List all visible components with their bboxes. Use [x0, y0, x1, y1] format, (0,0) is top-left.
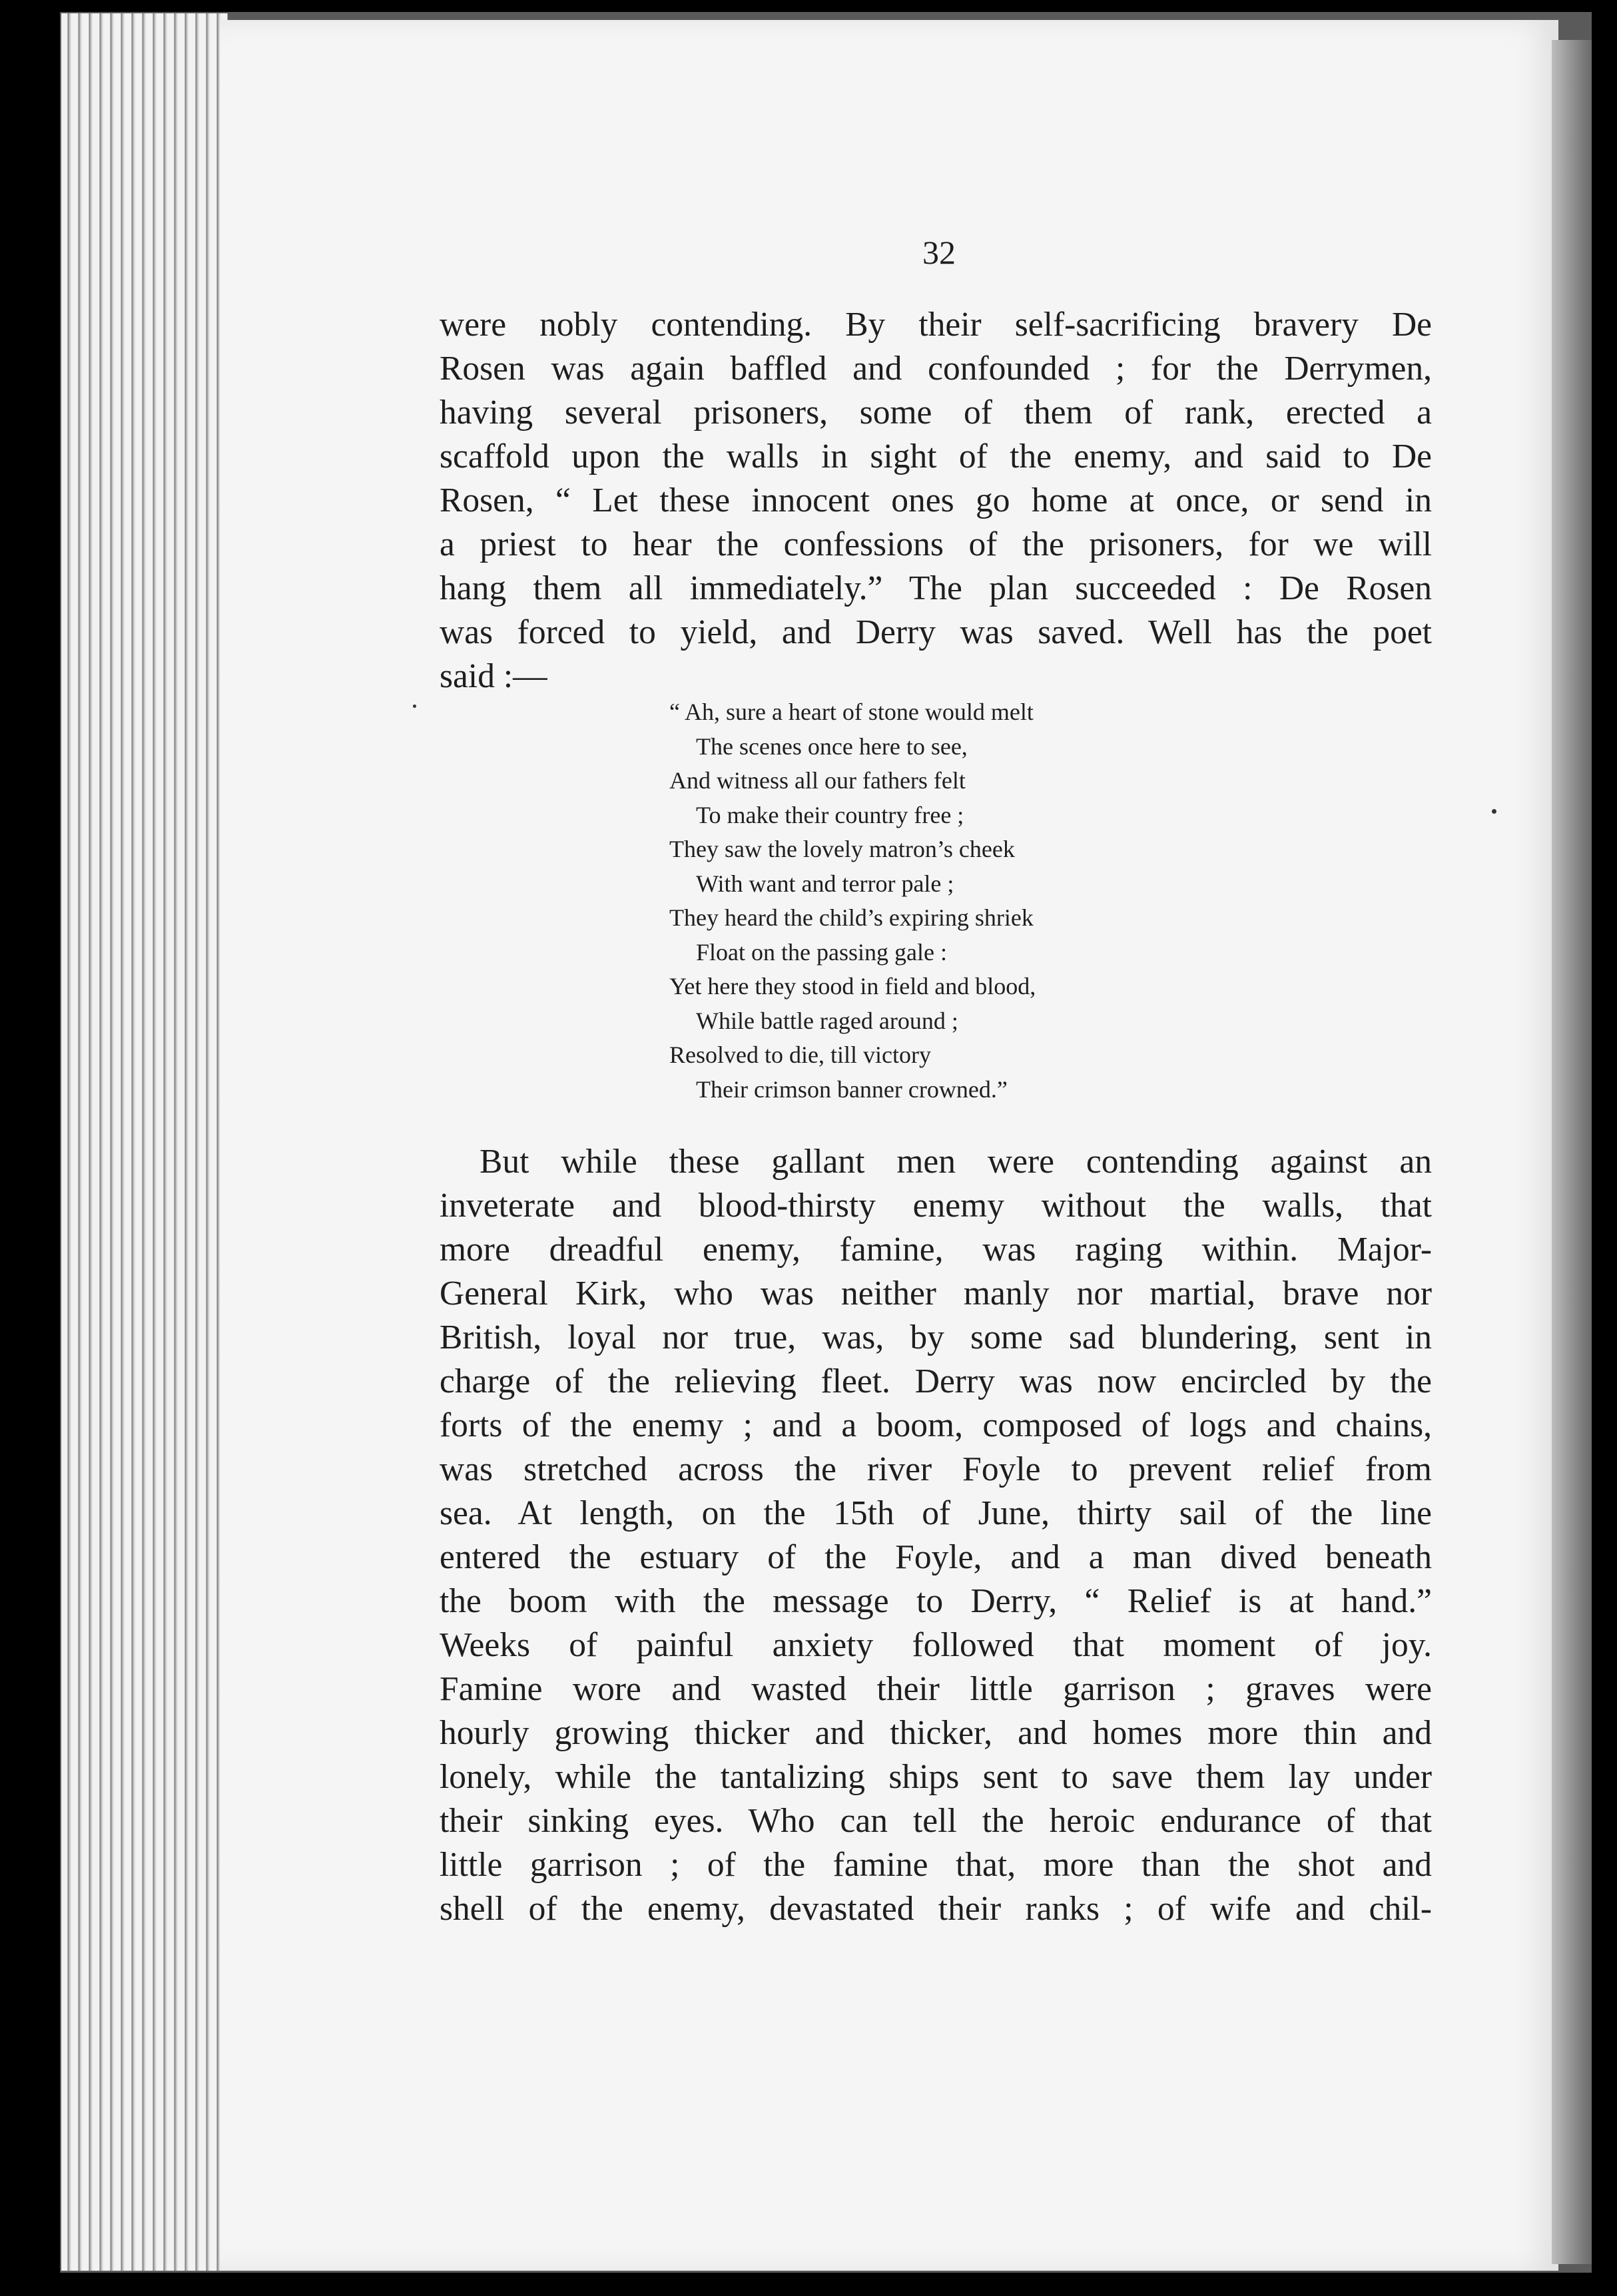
text-line: Famine wore and wasted their little garrison ; graves were: [440, 1670, 1432, 1708]
poem-line: To make their country free ;: [696, 801, 964, 828]
poem: [669, 695, 1269, 1107]
text-line: scaffold upon the walls in sight of the enemy, and said to De: [440, 437, 1432, 475]
text-line: sea. At length, on the 15th of June, thirty sail of the line: [440, 1494, 1432, 1532]
paper-speck: [413, 705, 416, 708]
poem-line: The scenes once here to see,: [696, 732, 968, 760]
text-line: entered the estuary of the Foyle, and a man dived beneath: [440, 1538, 1432, 1576]
text-line: inveterate and blood-thirsty enemy without the walls, that: [440, 1187, 1432, 1225]
text-line: Rosen was again baffled and confounded ; for the Derrymen,: [440, 350, 1432, 388]
poem-line: Resolved to die, till victory: [669, 1041, 931, 1068]
text-line: was forced to yield, and Derry was saved. Well has the poet: [440, 613, 1432, 651]
text-line: more dreadful enemy, famine, was raging within. Major-: [440, 1231, 1432, 1269]
text-line: the boom with the message to Derry, “ Relief is at hand.”: [440, 1582, 1432, 1620]
text-line: having several prisoners, some of them of rank, erected a: [440, 394, 1432, 431]
page-number: 32: [922, 234, 956, 271]
text-line: forts of the enemy ; and a boom, composed of logs and chains,: [440, 1406, 1432, 1444]
text-line: their sinking eyes. Who can tell the heroic endurance of that: [440, 1802, 1432, 1840]
text-line: was stretched across the river Foyle to prevent relief from: [440, 1450, 1432, 1488]
poem-line: Yet here they stood in field and blood,: [669, 973, 1036, 1000]
text-line: Weeks of painful anxiety followed that moment of joy.: [440, 1626, 1432, 1664]
poem-line: With want and terror pale ;: [696, 870, 954, 897]
text-line: shell of the enemy, devastated their ranks ; of wife and chil-: [440, 1890, 1432, 1928]
text-line: charge of the relieving fleet. Derry was now encircled by the: [440, 1362, 1432, 1400]
text-line: lonely, while the tantalizing ships sent to save them lay under: [440, 1758, 1432, 1796]
poem-line: They saw the lovely matron’s cheek: [669, 836, 1015, 862]
paper-speck: [1492, 809, 1496, 814]
text-line: General Kirk, who was neither manly nor martial, brave nor: [440, 1275, 1432, 1312]
text-line: were nobly contending. By their self-sacrificing bravery De: [440, 306, 1432, 344]
text-line: a priest to hear the confessions of the prisoners, for we will: [440, 525, 1432, 563]
text-line: hang them all immediately.” The plan succeeded : De Rosen: [440, 569, 1432, 607]
poem-line: “ Ah, sure a heart of stone would melt: [669, 699, 1034, 725]
spine-shadow: [1552, 40, 1592, 2264]
poem-line: They heard the child’s expiring shriek: [669, 904, 1034, 931]
poem-line: Float on the passing gale :: [696, 938, 947, 966]
page-edges: [61, 13, 228, 2271]
poem-line: And witness all our fathers felt: [669, 767, 966, 794]
text-line: But while these gallant men were contending against an: [480, 1143, 1432, 1181]
poem-line: Their crimson banner crowned.”: [696, 1075, 1008, 1103]
paragraph-1: [440, 303, 1432, 699]
text-line: Rosen, “ Let these innocent ones go home at once, or send in: [440, 481, 1432, 519]
text-line: little garrison ; of the famine that, more than the shot and: [440, 1846, 1432, 1884]
text-line: hourly growing thicker and thicker, and homes more thin and: [440, 1714, 1432, 1752]
paragraph-2: [440, 1140, 1432, 1931]
text-line: said :—: [440, 657, 547, 695]
poem-line: While battle raged around ;: [696, 1007, 958, 1034]
text-line: British, loyal nor true, was, by some sad blundering, sent in: [440, 1318, 1432, 1356]
